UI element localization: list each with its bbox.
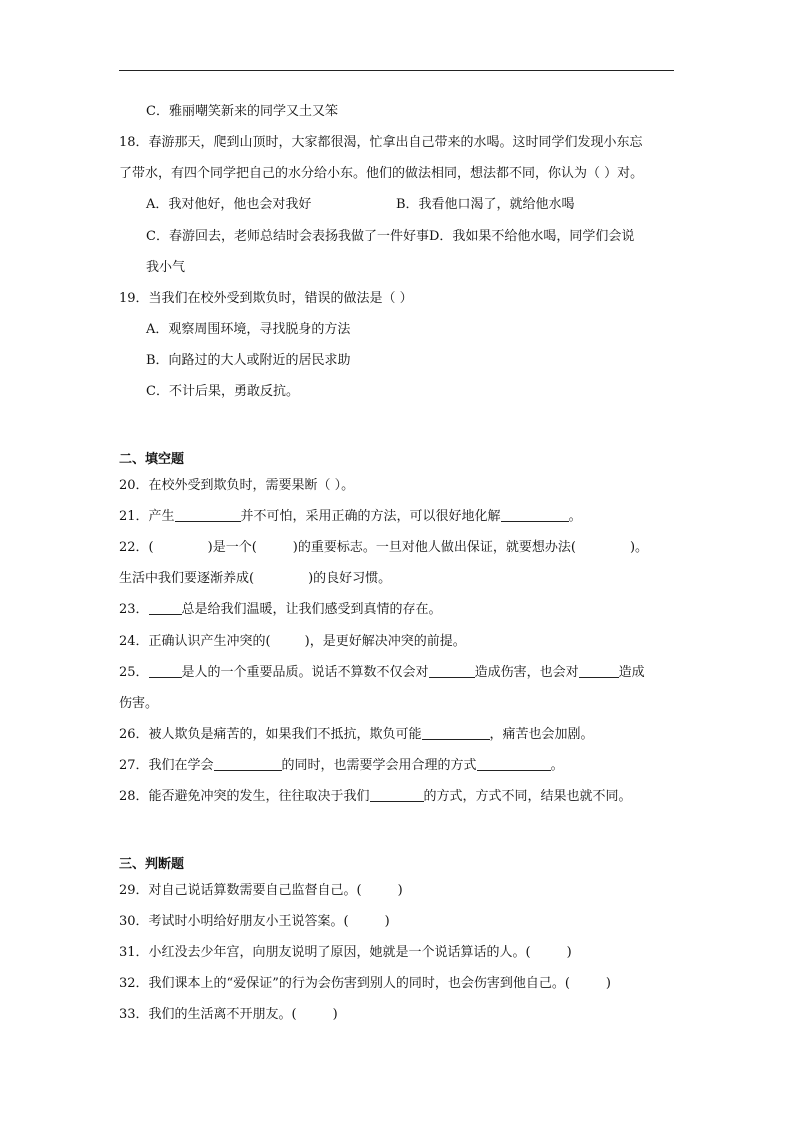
q23 [119, 600, 442, 620]
q17-option-c: C．雅丽嘲笑新来的同学又土又笨 [146, 104, 338, 119]
q22-text-a: 22．( [119, 540, 154, 555]
answer-blank[interactable] [175, 508, 241, 522]
q22-text-b: )是一个( [207, 540, 257, 555]
q19-option-a: A．观察周围环境，寻找脱身的方法 [146, 322, 351, 337]
q31 [119, 943, 572, 963]
q30-text-b: ) [384, 914, 390, 929]
q18-option-a: A．我对他好，他也会对我好 [146, 197, 312, 212]
q22-text-e: 生活中我们要逐渐养成( [119, 571, 255, 586]
answer-blank[interactable] [501, 508, 569, 522]
q22-text-f: )的良好习惯。 [308, 571, 392, 586]
q20: 20．在校外受到欺负时，需要果断（ ）。 [119, 478, 355, 493]
q18-option-d: D．我如果不给他水喝，同学们会说 [428, 229, 635, 244]
q25-text-c: 造成伤害，也会对 [474, 665, 579, 680]
q32-text-b: ) [605, 976, 611, 991]
q19-option-b: B．向路过的大人或附近的居民求助 [146, 353, 351, 368]
answer-blank[interactable] [429, 664, 475, 678]
answer-blank[interactable] [477, 757, 551, 771]
q26 [119, 725, 594, 745]
q18-option-b: B．我看他口渴了，就给他水喝 [396, 197, 575, 212]
q28-text-b: 的方式，方式不同，结果也就不同。 [423, 789, 632, 804]
q29-text-a: 29．对自己说话算数需要自己监督自己。( [119, 883, 362, 898]
q22-text-c: )的重要标志。一旦对他人做出保证，就要想办法( [292, 540, 576, 555]
q21-text-c: 。 [568, 509, 582, 524]
answer-blank[interactable] [214, 757, 282, 771]
q26-text-a: 26．被人欺负是痛苦的，如果我们不抵抗，欺负可能 [119, 727, 422, 742]
q26-text-b: ，痛苦也会加剧。 [489, 727, 594, 742]
q24-text-b: )，是更好解决冲突的前提。 [304, 634, 466, 649]
q23-text-b: 总是给我们温暖，让我们感受到真情的存在。 [181, 602, 442, 617]
q25-line2: 伤害。 [119, 696, 159, 711]
q24-text-a: 24．正确认识产生冲突的( [119, 634, 271, 649]
q33-text-b: ) [332, 1007, 338, 1022]
q19-option-c: C．不计后果，勇敢反抗。 [146, 384, 299, 399]
q18-option-c-d [146, 227, 634, 247]
q27-text-a: 27．我们在学会 [119, 758, 214, 773]
q23-text-a: 23． [119, 602, 149, 617]
answer-blank[interactable] [149, 664, 182, 678]
q33 [119, 1005, 338, 1025]
q27-text-c: 。 [550, 758, 564, 773]
q25-text-a: 25． [119, 665, 149, 680]
q18-stem-line2: 了带水，有四个同学把自己的水分给小东。他们的做法相同，想法都不同，你认为（ ）对。 [119, 166, 644, 181]
q18-stem-line1: 18．春游那天，爬到山顶时，大家都很渴，忙拿出自己带来的水喝。这时同学们发现小东忘 [119, 135, 643, 150]
q29 [119, 881, 403, 901]
q22-line1 [119, 538, 648, 558]
q32 [119, 974, 611, 994]
header-rule [119, 70, 674, 71]
q25-line1 [119, 663, 645, 683]
q29-text-b: ) [397, 883, 403, 898]
q22-line2 [119, 569, 391, 589]
q25-text-b: 是人的一个重要品质。说话不算数不仅会对 [181, 665, 429, 680]
q32-text-a: 32．我们课本上的“爱保证”的行为会伤害到别人的同时，也会伤害到他自己。( [119, 976, 570, 991]
answer-blank[interactable] [149, 601, 182, 615]
q21-text-a: 21．产生 [119, 509, 175, 524]
q25-text-d: 造成 [618, 665, 645, 680]
q27 [119, 756, 564, 776]
section-true-false-title: 三、判断题 [119, 857, 185, 872]
q31-text-b: ) [566, 945, 572, 960]
q33-text-a: 33．我们的生活离不开朋友。( [119, 1007, 297, 1022]
q28 [119, 787, 632, 807]
q18-option-d-cont: 我小气 [146, 260, 186, 275]
q31-text-a: 31．小红没去少年宫，向朋友说明了原因，她就是一个说话算话的人。( [119, 945, 531, 960]
q28-text-a: 28．能否避免冲突的发生，往往取决于我们 [119, 789, 370, 804]
answer-blank[interactable] [422, 726, 490, 740]
answer-blank[interactable] [370, 788, 424, 802]
q21-text-b: 并不可怕，采用正确的方法，可以很好地化解 [240, 509, 501, 524]
q18-option-c: C．春游回去，老师总结时会表扬我做了一件好事 [146, 229, 429, 244]
q21 [119, 507, 582, 527]
answer-blank[interactable] [579, 664, 619, 678]
q24 [119, 632, 466, 652]
q30 [119, 912, 390, 932]
section-fill-blank-title: 二、填空题 [119, 452, 185, 467]
q27-text-b: 的同时，也需要学会用合理的方式 [281, 758, 477, 773]
q22-text-d: )。 [629, 540, 649, 555]
q30-text-a: 30．考试时小明给好朋友小王说答案。( [119, 914, 349, 929]
q19-stem: 19．当我们在校外受到欺负时，错误的做法是（ ） [119, 291, 413, 306]
